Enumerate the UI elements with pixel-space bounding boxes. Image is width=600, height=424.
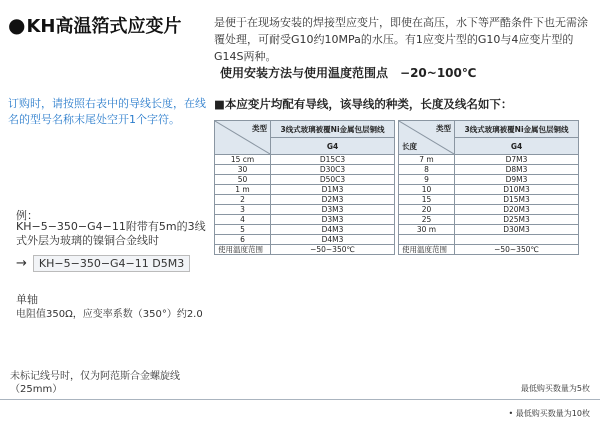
length-cell: 7 m (399, 155, 455, 165)
wire-code-cell: D3M3 (271, 205, 395, 215)
wire-table-left (214, 120, 395, 255)
divider (0, 399, 600, 400)
min-order-note-2: • 最低购买数量为10枚 (508, 409, 590, 418)
bullet-icon: ● (8, 13, 26, 37)
length-cell: 3 (215, 205, 271, 215)
table-left-col-header: 3线式玻璃被覆Ni金属包层铜线 (271, 121, 395, 138)
length-cell: 2 (215, 195, 271, 205)
table-row (399, 215, 579, 225)
empty-cell (399, 235, 455, 245)
table-row-temperature (215, 245, 395, 255)
table-left-corner-top: 类型 (252, 124, 267, 133)
length-cell: 6 (215, 235, 271, 245)
table-left-col-sub: G4 (271, 138, 395, 155)
length-cell: 30 (215, 165, 271, 175)
wire-code-cell: D30C3 (271, 165, 395, 175)
table-row-temperature (399, 245, 579, 255)
table-row (399, 205, 579, 215)
length-cell: 1 m (215, 185, 271, 195)
table-left-corner (215, 121, 271, 155)
length-cell: 20 (399, 205, 455, 215)
table-right-corner-top: 类型 (436, 124, 451, 133)
length-cell: 4 (215, 215, 271, 225)
table-row (399, 195, 579, 205)
table-row (215, 195, 395, 205)
temp-label-cell: 使用温度范围 (215, 245, 271, 255)
example-text: KH−5−350−G4−11附带有5m的3线式外层为玻璃的镍铜合金线时 (16, 220, 206, 247)
wire-code-cell: D4M3 (271, 225, 395, 235)
temperature-range-label: 使用安装方法与使用温度范围点 (220, 66, 389, 80)
length-cell: 25 (399, 215, 455, 225)
wire-code-cell: D20M3 (455, 205, 579, 215)
table-right-col-header: 3线式玻璃被覆Ni金属包层铜线 (455, 121, 579, 138)
min-order-note-1: 最低购买数量为5枚 (520, 384, 590, 393)
length-cell: 9 (399, 175, 455, 185)
table-row (215, 155, 395, 165)
wire-code-cell: D15M3 (455, 195, 579, 205)
temperature-range (220, 64, 476, 81)
length-cell: 8 (399, 165, 455, 175)
table-row (399, 225, 579, 235)
page-title (8, 12, 181, 38)
footnote (10, 370, 210, 396)
length-cell: 10 (399, 185, 455, 195)
wire-code-cell: D1M3 (271, 185, 395, 195)
wire-code-cell: D8M3 (455, 165, 579, 175)
length-cell: 15 cm (215, 155, 271, 165)
footnote-text: 未标记线号时，仅为阿范斯合金螺旋线（25mm） (10, 371, 180, 395)
temperature-range-value: −20~100℃ (400, 66, 477, 80)
wire-code-cell: D4M3 (271, 235, 395, 245)
length-cell: 5 (215, 225, 271, 235)
table-row (399, 175, 579, 185)
length-cell: 50 (215, 175, 271, 185)
page-title-text: KH高温箔式应变片 (26, 16, 182, 37)
temp-value-cell: −50~350℃ (455, 245, 579, 255)
wire-code-cell: D9M3 (455, 175, 579, 185)
temp-label-cell: 使用温度范围 (399, 245, 455, 255)
empty-cell (455, 235, 579, 245)
table-row (215, 235, 395, 245)
table-row (215, 215, 395, 225)
wire-code-cell: D50C3 (271, 175, 395, 185)
wire-code-cell: D7M3 (455, 155, 579, 165)
table-row (215, 225, 395, 235)
table-row-empty (399, 235, 579, 245)
table-row (215, 175, 395, 185)
wire-table-right (398, 120, 579, 255)
wires-heading: ■本应变片均配有导线，该导线的种类，长度及线名如下： (214, 97, 513, 111)
order-note: 订购时，请按照右表中的导线长度，在线名的型号名称末尾处空开1个字符。 (8, 97, 206, 126)
wire-code-cell: D25M3 (455, 215, 579, 225)
table-row (215, 205, 395, 215)
table-right-corner-bottom: 长度 (402, 142, 417, 151)
wire-code-cell: D2M3 (271, 195, 395, 205)
table-row (215, 165, 395, 175)
arrow-right-icon: → (16, 256, 27, 271)
example-result (16, 255, 190, 272)
temp-value-cell: −50~350℃ (271, 245, 395, 255)
length-cell: 15 (399, 195, 455, 205)
wire-code-cell: D10M3 (455, 185, 579, 195)
table-right-col-sub: G4 (455, 138, 579, 155)
length-cell: 30 m (399, 225, 455, 235)
table-row (399, 185, 579, 195)
single-axis-label: 单轴 (16, 293, 38, 306)
table-right-corner (399, 121, 455, 155)
table-row (399, 165, 579, 175)
table-row (215, 185, 395, 195)
wire-code-cell: D15C3 (271, 155, 395, 165)
wire-code-cell: D30M3 (455, 225, 579, 235)
table-row (399, 155, 579, 165)
single-axis-spec: 电阻值350Ω，应变率系数（350°）约2.0 (16, 309, 203, 320)
wire-code-cell: D3M3 (271, 215, 395, 225)
example-code: KH−5−350−G4−11 D5M3 (33, 255, 190, 272)
intro-paragraph: 是便于在现场安装的焊接型应变片，即使在高压，水下等严酷条件下也无需涂覆处理，可耐受G10约10MPa的水压。有1应变片型的G10与4应变片型的G14S两种。 (214, 16, 588, 63)
example-label: 例： (16, 209, 38, 222)
